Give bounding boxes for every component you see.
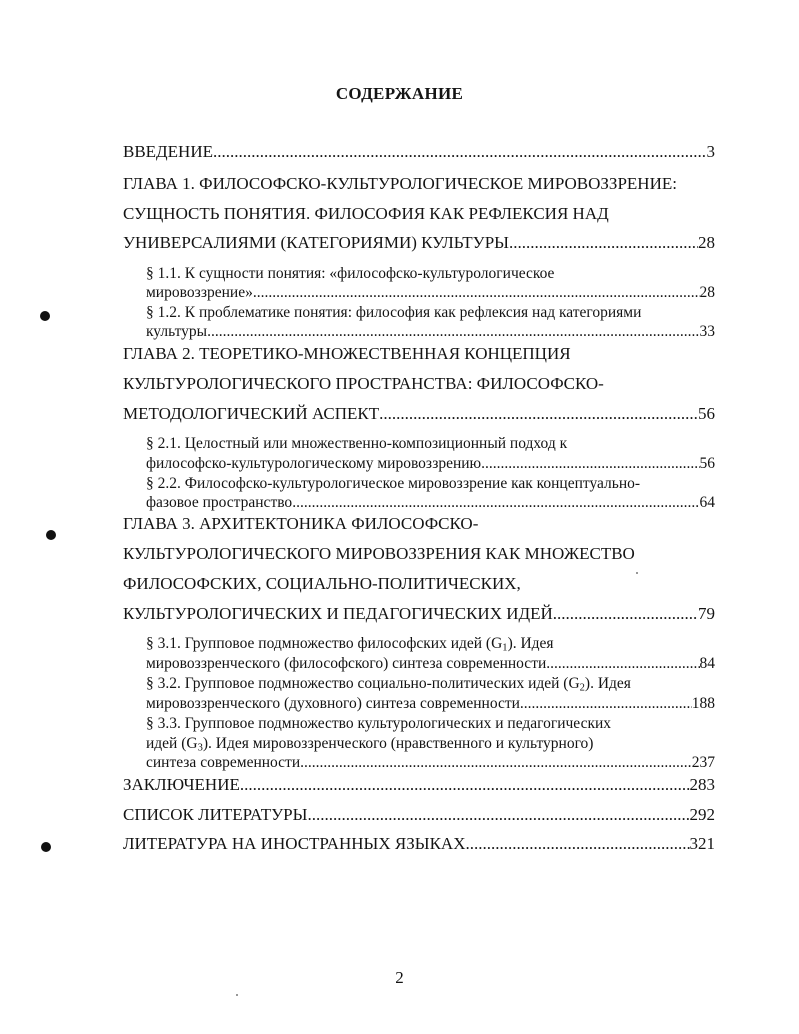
scan-speck [236,994,238,996]
toc-page: 292 [689,805,715,824]
toc-entry-intro[interactable] [123,142,715,162]
toc-section-1-1-line-1: § 1.1. К сущности понятия: «философско-культурологическое [146,265,555,282]
toc-label: КУЛЬТУРОЛОГИЧЕСКИХ И ПЕДАГОГИЧЕСКИХ ИДЕЙ [123,604,553,623]
toc-label: синтеза современности [146,754,301,771]
toc-page: 79 [698,604,715,623]
toc-page: 3 [706,142,715,161]
leader-dots [307,805,689,825]
leader-dots [300,754,692,772]
toc-page: 56 [698,404,715,423]
leader-dots [465,834,689,854]
toc-chapter-2-line-2: КУЛЬТУРОЛОГИЧЕСКОГО ПРОСТРАНСТВА: ФИЛОСОФСКО- [123,374,604,393]
toc-section-1-2-line-1: § 1.2. К проблематике понятия: философия как рефлексия над категориями [146,304,642,321]
toc-chapter-1-line-2: СУЩНОСТЬ ПОНЯТИЯ. ФИЛОСОФИЯ КАК РЕФЛЕКСИЯ НАД [123,204,609,223]
toc-page: 56 [699,455,715,472]
leader-dots [253,284,700,302]
toc-section-2-1-line-1: § 2.1. Целостный или множественно-композиционный подход к [146,435,568,452]
toc-label: мировоззренческого (философского) синтеза современности [146,655,547,672]
toc-entry-conclusion[interactable] [123,775,715,795]
toc-page: 321 [689,834,715,853]
toc-page: 188 [691,695,715,712]
toc-page: 237 [691,754,715,771]
page-title: СОДЕРЖАНИЕ [335,84,464,103]
toc-label: УНИВЕРСАЛИЯМИ (КАТЕГОРИЯМИ) КУЛЬТУРЫ [123,233,509,252]
toc-section-3-1-line-1: § 3.1. Групповое подмножество философских идей $(G_1)$. Идея [146,635,554,654]
toc-label: ВВЕДЕНИЕ [123,142,213,161]
toc-label: философско-культурологическому мировоззрению [146,455,482,472]
toc-section-3-3-line-2: идей $(G_3)$. Идея мировоззренческого (нравственного и культурного) [146,735,594,754]
toc-chapter-3-line-1: ГЛАВА 3. АРХИТЕКТОНИКА ФИЛОСОФСКО- [123,514,479,533]
toc-chapter-3-line-3: ФИЛОСОФСКИХ, СОЦИАЛЬНО-ПОЛИТИЧЕСКИХ, [123,574,521,593]
toc-entry-foreign-literature[interactable] [123,834,715,854]
punch-hole [40,311,50,321]
toc-entry-chapter-1[interactable] [123,233,715,253]
toc-chapter-2-line-1: ГЛАВА 2. ТЕОРЕТИКО-МНОЖЕСТВЕННАЯ КОНЦЕПЦИЯ [123,344,571,363]
toc-chapter-1-line-1: ГЛАВА 1. ФИЛОСОФСКО-КУЛЬТУРОЛОГИЧЕСКОЕ МИРОВОЗЗРЕНИЕ: [123,174,677,193]
toc-entry-section-1-2[interactable] [146,323,715,341]
toc-entry-chapter-2[interactable] [123,404,715,424]
toc-label: МЕТОДОЛОГИЧЕСКИЙ АСПЕКТ [123,404,380,423]
toc-entry-section-1-1[interactable] [146,284,715,302]
toc-label: мировоззрение» [146,284,253,301]
toc-entry-section-2-1[interactable] [146,455,715,473]
toc-page: 64 [699,494,715,511]
leader-dots [379,404,698,424]
toc-entry-section-3-2[interactable] [146,695,715,713]
leader-dots [481,455,699,473]
leader-dots [213,142,707,162]
toc-page: 84 [699,655,715,672]
punch-hole [46,530,56,540]
page-number: 2 [395,968,404,987]
toc-chapter-3-line-2: КУЛЬТУРОЛОГИЧЕСКОГО МИРОВОЗЗРЕНИЯ КАК МНОЖЕСТВО [123,544,635,563]
scan-speck [636,572,638,574]
toc-page: 33 [699,323,715,340]
toc-label: культуры [146,323,208,340]
leader-dots [207,323,699,341]
leader-dots [546,655,699,673]
toc-page: 28 [699,284,715,301]
toc-section-2-2-line-1: § 2.2. Философско-культурологическое мировоззрение как концептуально- [146,475,641,492]
leader-dots [240,775,690,795]
toc-label: фазовое пространство [146,494,293,511]
toc-label: мировоззренческого (духовного) синтеза современности [146,695,520,712]
toc-label: ЗАКЛЮЧЕНИЕ [123,775,240,794]
toc-entry-section-3-3[interactable] [146,754,715,772]
toc-entry-references[interactable] [123,805,715,825]
leader-dots [553,604,698,624]
leader-dots [520,695,692,713]
toc-label: СПИСОК ЛИТЕРАТУРЫ [123,805,308,824]
toc-page: 28 [698,233,715,252]
leader-dots [292,494,699,512]
toc-section-3-2-line-1: § 3.2. Групповое подмножество социально-политических идей $(G_2)$. Идея [146,675,631,694]
toc-entry-chapter-3[interactable] [123,604,715,624]
toc-page: 283 [689,775,715,794]
toc-label: ЛИТЕРАТУРА НА ИНОСТРАННЫХ ЯЗЫКАХ [123,834,466,853]
toc-entry-section-3-1[interactable] [146,655,715,673]
toc-section-3-3-line-1: § 3.3. Групповое подмножество культурологических и педагогических [146,715,612,732]
toc-entry-section-2-2[interactable] [146,494,715,512]
punch-hole [41,842,51,852]
leader-dots [509,233,698,253]
